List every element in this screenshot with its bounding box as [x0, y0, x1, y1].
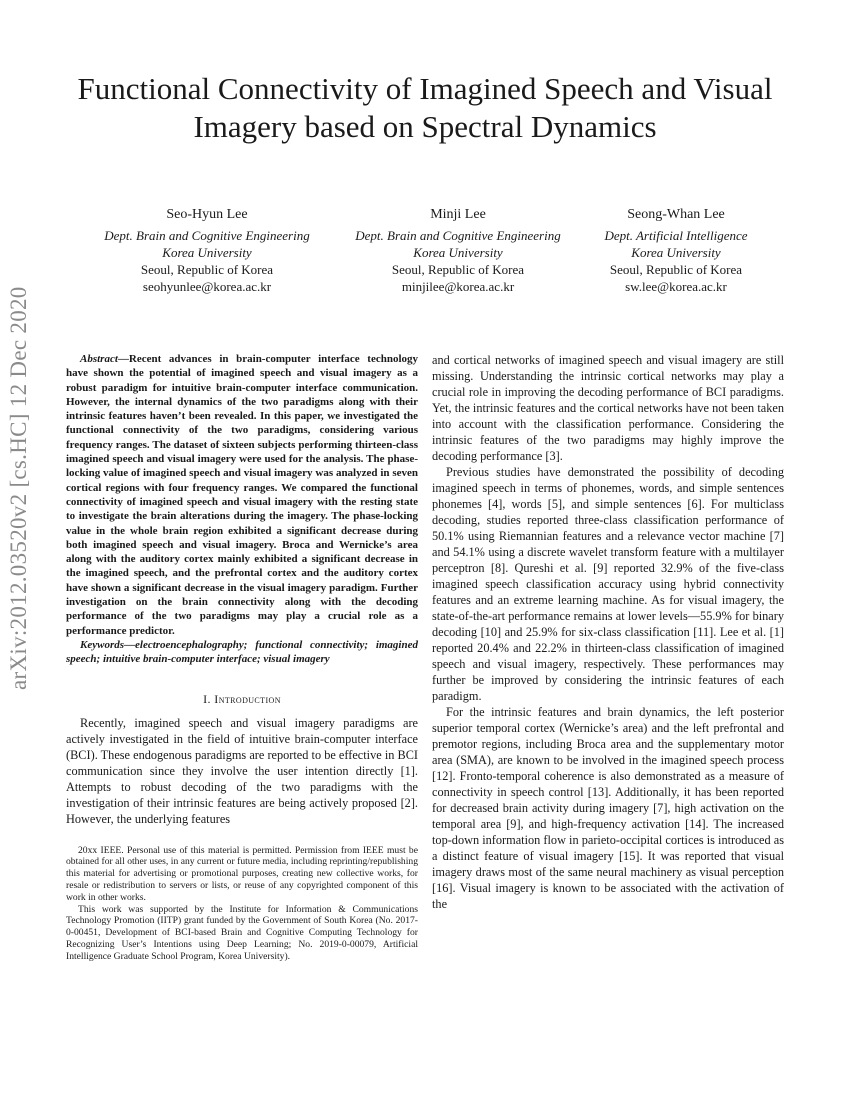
funding-footnote: This work was supported by the Institute for Information & Communications Technology Promotion (IITP) grant funded by the Government of South Korea (No. 2017-0-00451, Development of BCI-based Brain and Cognitive Computing Technology for Recognizing User’s Intentions using Deep Learning; No. 2019-0-00079, Artificial Intelligence Graduate School Program, Korea University). [66, 903, 418, 962]
author-university: Korea University [631, 245, 721, 260]
paper-title: Functional Connectivity of Imagined Speech and Visual Imagery based on Spectral Dynamics [77, 71, 773, 144]
body-paragraph: and cortical networks of imagined speech and visual imagery are still missing. Understanding the intrinsic cortical networks may play a crucial role in improving the decoding performance of BCI paradigms. Yet, the intrinsic features and the cortical networks have not been taken into account with the classification performance. Considering the intrinsic features of the two paradigms may highly improve the decoding performance [3]. [432, 353, 784, 463]
author-location: Seoul, Republic of Korea [609, 262, 743, 277]
author-email: seohyunlee@korea.ac.kr [142, 279, 272, 294]
copyright-footnote: 20xx IEEE. Personal use of this material is permitted. Permission from IEEE must be obtained for all other uses, in any current or future media, including reprinting/republishing this material for advertising or promotional purposes, creating new collective works, for resale or redistribution to servers or lists, or reuse of any copyrighted component of this work in other works. [66, 844, 418, 903]
footnotes [66, 845, 418, 963]
arxiv-identifier: arXiv:2012.03520v2 [cs.HC] 12 Dec 2020 [6, 286, 31, 690]
keywords [66, 638, 418, 667]
author-email: sw.lee@korea.ac.kr [625, 279, 727, 294]
abstract-text: —Recent advances in brain-computer interface technology have shown the potential of imagined speech and visual imagery as a robust paradigm for intuitive brain-computer interface communication. However, the internal dynamics of the two paradigms along with their intrinsic features haven’t been revealed. In this paper, we investigated the functional connectivity of the two paradigms, considering various frequency ranges. The dataset of sixteen subjects performing thirteen-class imagined speech and visual imagery were used for the analysis. The phase-locking value of imagined speech and visual imagery was analyzed in seven cortical regions with four frequency ranges. We compared the functional connectivity of imagined speech and visual imagery with the resting state to investigate the brain alterations during the imagery. The phase-locking value in the whole brain region exhibited a significant decrease during both imagined speech and visual imagery. Broca and Wernicke’s area along with the auditory cortex mainly exhibited a significant decrease in the imagined speech, and the prefrontal cortex and the auditory cortex have shown a significant decrease in the visual imagery paradigm. Further investigation on the brain connectivity along with the decoding performance of the two paradigms may play a crucial role as a performance predictor. [66, 353, 418, 637]
abstract [66, 352, 418, 638]
author-location: Seoul, Republic of Korea [140, 262, 274, 277]
keywords-label: Keywords [80, 638, 124, 651]
author-university: Korea University [162, 245, 252, 260]
author-1 [82, 205, 332, 295]
left-column [66, 352, 418, 963]
author-name: Minji Lee [430, 207, 486, 222]
right-column [432, 352, 784, 912]
author-department: Dept. Brain and Cognitive Engineering [355, 228, 561, 243]
body-paragraph: Previous studies have demonstrated the possibility of decoding imagined speech in terms of phonemes, words, and simple sentences phonemes [4], words [5], and simple sentences [6]. For multiclass decoding, studies reported three-class classification performance of 50.1% using Riemannian features and a relevance vector machine [7] and 54.1% using a discrete wavelet transform feature with a multilayer perceptron [8]. Qureshi et al. [9] reported 32.9% of the five-class imagined speech classification accuracy using hybrid connectivity features and an extreme learning machine. As for visual imagery, the state-of-the-art performance remains at lower levels—55.9% for binary decoding [10] and 25.9% for six-class classification [11]. Lee et al. [1] reported 20.4% and 22.2% in thirteen-class classification of imagined speech and visual imagery, respectively. These performances may further be improved by considering the intrinsic features of each paradigm. [432, 465, 784, 703]
abstract-label: Abstract [80, 353, 118, 365]
section-heading-introduction: I. Introduction [203, 691, 281, 706]
author-email: minjilee@korea.ac.kr [401, 279, 515, 294]
keywords-text: —electroencephalography; functional connectivity; imagined speech; intuitive brain-computer interface; visual imagery [66, 638, 418, 666]
author-university: Korea University [413, 245, 503, 260]
author-department: Dept. Artificial Intelligence [604, 228, 748, 243]
author-name: Seo-Hyun Lee [166, 207, 248, 222]
body-paragraph: For the intrinsic features and brain dynamics, the left posterior superior temporal cortex (Wernicke’s area) and the left prefrontal and premotor regions, including Broca area and the supplementary motor area (SMA), are known to be involved in the imagined speech process [12]. Fronto-temporal coherence is also demonstrated as a measure of connectivity in speech control [13]. Additionally, it has been reported for decreased brain activity during imagery [7], high activation on the temporal area [9], and high-frequency activation [14]. The increased top-down information flow in parieto-occipital cortices is introduced as a distinct feature of visual imagery [15]. It was reported that visual imagery draws most of the same neural machinery as visual perception [16]. Visual imagery is known to be associated with the activation of the [432, 705, 784, 911]
author-location: Seoul, Republic of Korea [391, 262, 525, 277]
author-name: Seong-Whan Lee [627, 207, 725, 222]
intro-paragraph: Recently, imagined speech and visual imagery paradigms are actively investigated in the field of intuitive brain-computer interface (BCI). These endogenous paradigms are reported to be effective in BCI communication since they involve the user intention directly [1]. Attempts to robust decoding of the two paradigms with the investigation of their intrinsic features are being actively proposed [2]. However, the underlying features [66, 715, 418, 826]
author-3 [586, 205, 766, 295]
author-2 [333, 205, 583, 295]
author-department: Dept. Brain and Cognitive Engineering [104, 228, 310, 243]
arxiv-side-stamp [6, 286, 31, 714]
